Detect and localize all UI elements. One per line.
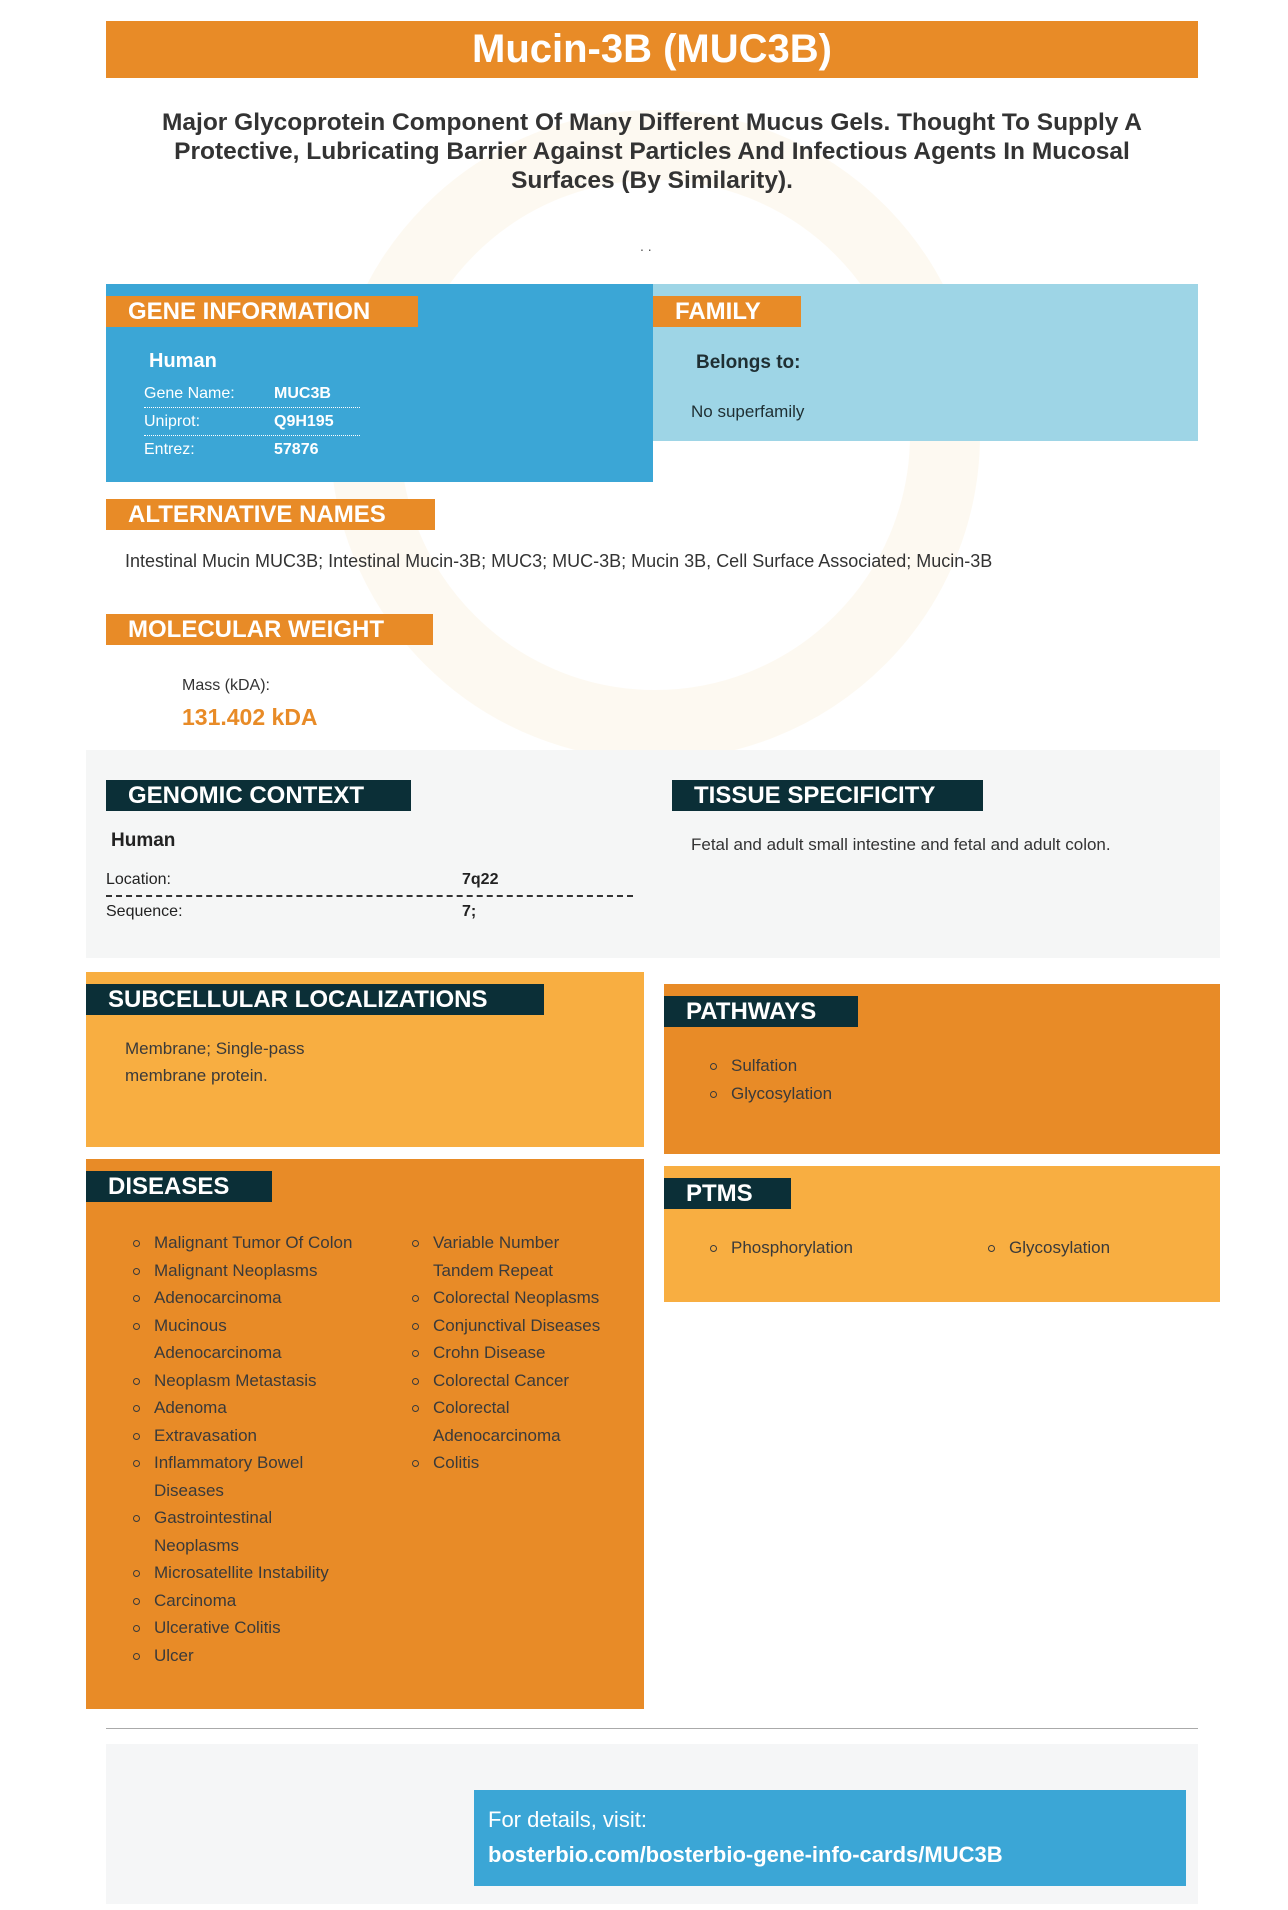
gene-name-key: Gene Name: xyxy=(144,385,235,402)
gene-info-row xyxy=(144,408,360,436)
family-panel xyxy=(653,284,1198,441)
details-label: For details, visit: xyxy=(488,1807,647,1832)
pathways-panel xyxy=(664,984,1220,1154)
list-item: Crohn Disease xyxy=(407,1339,617,1367)
subcellular-line: membrane protein. xyxy=(125,1066,268,1085)
list-item: Colorectal Neoplasms xyxy=(407,1284,617,1312)
list-item: Glycosylation xyxy=(983,1234,1110,1262)
alt-names-value: Intestinal Mucin MUC3B; Intestinal Mucin-3B; MUC3; MUC-3B; Mucin 3B, Cell Surface Associated; Mucin-3B xyxy=(125,551,993,571)
details-link[interactable]: bosterbio.com/bosterbio-gene-info-cards/MUC3B xyxy=(488,1842,1003,1867)
sequence-key: Sequence: xyxy=(106,903,183,920)
pathways-list xyxy=(705,1052,832,1107)
subcellular-line: Membrane; Single-pass xyxy=(125,1039,305,1058)
list-item: Adenocarcinoma xyxy=(128,1284,368,1312)
genomic-tissue-panel xyxy=(86,750,1220,958)
sequence-value: 7; xyxy=(462,903,477,920)
separator-dots: . . xyxy=(640,238,652,254)
diseases-list-col1 xyxy=(128,1229,368,1669)
ptms-heading: PTMS xyxy=(664,1178,791,1209)
gene-info-row xyxy=(144,380,360,408)
page-title: Mucin-3B (MUC3B) xyxy=(106,21,1198,78)
list-item: Malignant Neoplasms xyxy=(128,1257,368,1285)
diseases-heading: DISEASES xyxy=(86,1171,272,1202)
list-item: Gastrointestinal Neoplasms xyxy=(128,1504,304,1559)
genomic-species: Human xyxy=(111,830,176,851)
list-item: Ulcer xyxy=(128,1642,368,1670)
location-key: Location: xyxy=(106,871,171,888)
list-item: Sulfation xyxy=(705,1052,832,1080)
list-item: Ulcerative Colitis xyxy=(128,1614,368,1642)
uniprot-value: Q9H195 xyxy=(274,413,334,430)
diseases-panel xyxy=(86,1159,644,1709)
ptms-list-col2 xyxy=(983,1234,1110,1262)
list-item: Variable Number Tandem Repeat xyxy=(407,1229,593,1284)
footer-divider xyxy=(106,1728,1198,1729)
list-item: Carcinoma xyxy=(128,1587,368,1615)
details-link-box[interactable] xyxy=(474,1790,1186,1886)
gene-tagline: Major Glycoprotein Component Of Many Different Mucus Gels. Thought To Supply A Protective, Lubricating Barrier Against Particles And Infectious Agents In Mucosal Surfaces (By Similarity). xyxy=(161,109,1142,194)
genomic-row xyxy=(106,897,633,927)
mol-weight-heading: MOLECULAR WEIGHT xyxy=(106,614,433,645)
family-value: No superfamily xyxy=(691,402,805,421)
ptms-list-col1 xyxy=(705,1234,853,1262)
family-belongs-label: Belongs to: xyxy=(696,352,801,373)
ptms-panel xyxy=(664,1166,1220,1302)
list-item: Colorectal Adenocarcinoma xyxy=(407,1394,583,1449)
gene-name-value: MUC3B xyxy=(274,385,331,402)
subcellular-heading: SUBCELLULAR LOCALIZATIONS xyxy=(86,984,544,1015)
genomic-context-heading: GENOMIC CONTEXT xyxy=(106,780,411,811)
list-item: Extravasation xyxy=(128,1422,368,1450)
list-item: Adenoma xyxy=(128,1394,368,1422)
entrez-value: 57876 xyxy=(274,441,319,458)
uniprot-key: Uniprot: xyxy=(144,413,201,430)
mass-value: 131.402 kDA xyxy=(182,704,318,730)
pathways-heading: PATHWAYS xyxy=(664,996,858,1027)
list-item: Malignant Tumor Of Colon xyxy=(128,1229,368,1257)
tissue-specificity-heading: TISSUE SPECIFICITY xyxy=(672,780,983,811)
entrez-key: Entrez: xyxy=(144,441,195,458)
gene-info-heading: GENE INFORMATION xyxy=(106,296,418,327)
diseases-list-col2 xyxy=(407,1229,617,1477)
location-value: 7q22 xyxy=(462,871,499,888)
genomic-row xyxy=(106,865,633,897)
gene-info-row xyxy=(144,436,360,463)
genomic-table xyxy=(106,865,633,927)
tissue-specificity-value: Fetal and adult small intestine and fetal and adult colon. xyxy=(691,835,1111,854)
list-item: Conjunctival Diseases xyxy=(407,1312,617,1340)
list-item: Neoplasm Metastasis xyxy=(128,1367,368,1395)
list-item: Glycosylation xyxy=(705,1080,832,1108)
gene-info-species: Human xyxy=(149,350,217,372)
list-item: Colitis xyxy=(407,1449,617,1477)
list-item: Microsatellite Instability xyxy=(128,1559,368,1587)
mass-label: Mass (kDA): xyxy=(182,677,270,694)
subcellular-value xyxy=(125,1035,305,1089)
list-item: Inflammatory Bowel Diseases xyxy=(128,1449,368,1504)
gene-info-panel xyxy=(106,284,653,482)
list-item: Colorectal Cancer xyxy=(407,1367,617,1395)
alt-names-heading: ALTERNATIVE NAMES xyxy=(106,499,435,530)
family-heading: FAMILY xyxy=(653,296,801,327)
list-item: Mucinous Adenocarcinoma xyxy=(128,1312,304,1367)
list-item: Phosphorylation xyxy=(705,1234,853,1262)
subcellular-panel xyxy=(86,972,644,1147)
gene-info-table xyxy=(144,380,360,463)
